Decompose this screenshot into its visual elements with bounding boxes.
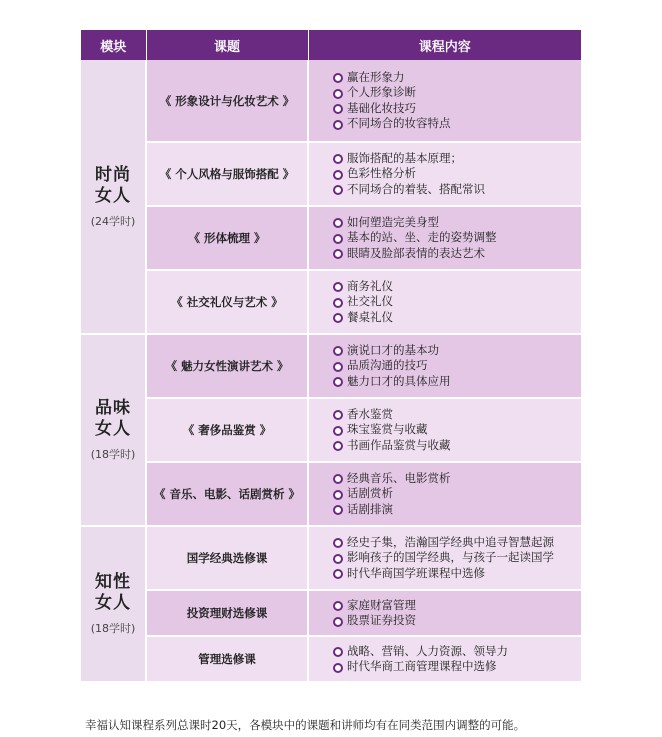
list-item [333,407,581,423]
circle-bullet-icon [333,362,343,372]
list-item [333,438,581,454]
circle-bullet-icon [333,185,343,195]
list-item-text: 话剧赏析 [347,486,393,501]
list-item [333,486,581,502]
content-list [333,279,581,326]
module-name-line1: 知性 [95,572,131,592]
circle-bullet-icon [333,490,343,500]
header-module: 模块 [81,30,146,60]
list-item-text: 时代华商国学班课程中选修 [347,565,485,580]
content-list [333,343,581,390]
content-list [333,70,581,132]
list-item-text: 赢在形象力 [347,69,405,84]
header-content: 课程内容 [308,30,581,60]
list-item [333,613,581,629]
circle-bullet-icon [333,154,343,164]
list-item-text: 社交礼仪 [347,294,393,309]
list-item-text: 商务礼仪 [347,278,393,293]
list-item [333,116,581,132]
content-cell [308,462,581,526]
circle-bullet-icon [333,170,343,180]
list-item-text: 色彩性格分析 [347,166,416,181]
topic-cell: 《 奢侈品鉴赏 》 [146,398,308,462]
circle-bullet-icon [333,441,343,451]
list-item-text: 家庭财富管理 [347,597,416,612]
list-item-text: 话剧排演 [347,501,393,516]
list-item-text: 股票证券投资 [347,613,416,627]
table-row [81,270,581,334]
list-item [333,644,581,660]
table-row [81,462,581,526]
course-table [81,30,581,683]
content-list [333,151,581,198]
header-topic: 课题 [146,30,308,60]
list-item [333,279,581,295]
circle-bullet-icon [333,73,343,83]
content-cell [308,270,581,334]
content-cell [308,60,581,142]
list-item-text: 品质沟通的技巧 [347,358,428,373]
circle-bullet-icon [333,377,343,387]
list-item-text: 香水鉴赏 [347,406,393,421]
list-item [333,246,581,262]
circle-bullet-icon [333,346,343,356]
circle-bullet-icon [333,554,343,564]
content-list [333,598,581,629]
list-item [333,343,581,359]
list-item-text: 眼睛及脸部表情的表达艺术 [347,245,485,260]
circle-bullet-icon [333,663,343,673]
module-name-line2: 女人 [95,419,131,439]
content-list [333,215,581,262]
content-cell [308,398,581,462]
list-item [333,550,581,566]
list-item-text: 影响孩子的国学经典，与孩子一起读国学 [347,550,554,565]
module-cell [81,334,146,526]
course-table-container [81,30,581,683]
list-item-text: 经史子集，浩瀚国学经典中追寻智慧起源 [347,534,554,549]
list-item [333,70,581,86]
list-item-text: 服饰搭配的基本原理； [347,150,462,165]
list-item-text: 个人形象诊断 [347,85,416,99]
table-header-row [81,30,581,60]
content-cell [308,142,581,206]
circle-bullet-icon [333,426,343,436]
circle-bullet-icon [333,538,343,548]
circle-bullet-icon [333,249,343,259]
module-hours: (24学时) [90,214,136,228]
circle-bullet-icon [333,89,343,99]
list-item-text: 基本的站、坐、走的姿势调整 [347,230,497,245]
list-item-text: 时代华商工商管理课程中选修 [347,659,497,673]
list-item [333,422,581,438]
list-item-text: 战略、营销、人力资源、领导力 [347,643,508,658]
table-row [81,142,581,206]
table-row [81,206,581,270]
list-item [333,358,581,374]
table-row [81,526,581,590]
list-item [333,215,581,231]
content-cell [308,636,581,682]
list-item [333,230,581,246]
list-item [333,659,581,675]
list-item [333,294,581,310]
content-list [333,407,581,454]
list-item-text: 基础化妆技巧 [347,100,416,115]
table-row [81,590,581,636]
content-list [333,535,581,582]
circle-bullet-icon [333,601,343,611]
circle-bullet-icon [333,505,343,515]
topic-cell: 《 社交礼仪与艺术 》 [146,270,308,334]
list-item [333,471,581,487]
list-item-text: 书画作品鉴赏与收藏 [347,437,451,452]
content-cell [308,526,581,590]
table-body [81,60,581,682]
content-cell [308,334,581,398]
module-name-line2: 女人 [95,593,131,613]
list-item-text: 珠宝鉴赏与收藏 [347,422,428,437]
circle-bullet-icon [333,282,343,292]
module-cell [81,60,146,334]
list-item-text: 魅力口才的具体应用 [347,373,451,388]
list-item-text: 不同场合的妆容特点 [347,116,451,130]
circle-bullet-icon [333,410,343,420]
topic-cell: 《 个人风格与服饰搭配 》 [146,142,308,206]
circle-bullet-icon [333,104,343,114]
content-cell [308,206,581,270]
list-item [333,85,581,101]
topic-cell: 《 形象设计与化妆艺术 》 [146,60,308,142]
topic-cell: 国学经典选修课 [146,526,308,590]
circle-bullet-icon [333,474,343,484]
list-item-text: 演说口才的基本功 [347,342,439,357]
list-item-text: 经典音乐、电影赏析 [347,470,451,485]
list-item [333,598,581,614]
list-item [333,535,581,551]
circle-bullet-icon [333,647,343,657]
table-row [81,398,581,462]
list-item [333,374,581,390]
footnote: 幸福认知课程系列总课时20天，各模块中的课题和讲师均有在同类范围内调整的可能。 [85,718,526,732]
topic-cell: 《 魅力女性演讲艺术 》 [146,334,308,398]
table-row [81,334,581,398]
list-item-text: 如何塑造完美身型 [347,214,439,229]
content-cell [308,590,581,636]
circle-bullet-icon [333,234,343,244]
topic-cell: 《 音乐、电影、话剧赏析 》 [146,462,308,526]
topic-cell: 投资理财选修课 [146,590,308,636]
table-row [81,60,581,142]
topic-cell: 《 形体梳理 》 [146,206,308,270]
topic-cell: 管理选修课 [146,636,308,682]
circle-bullet-icon [333,313,343,323]
module-cell [81,526,146,682]
module-name-line1: 品味 [95,398,131,418]
list-item [333,166,581,182]
circle-bullet-icon [333,120,343,130]
circle-bullet-icon [333,218,343,228]
table-row [81,636,581,682]
list-item-text: 餐桌礼仪 [347,309,393,324]
module-hours: (18学时) [90,622,136,635]
list-item [333,151,581,167]
list-item-text: 不同场合的着装、搭配常识 [347,181,485,196]
list-item [333,182,581,198]
list-item [333,566,581,582]
content-list [333,644,581,675]
list-item [333,310,581,326]
module-name-line1: 时尚 [95,164,131,185]
content-list [333,471,581,518]
circle-bullet-icon [333,298,343,308]
list-item [333,502,581,518]
list-item [333,101,581,117]
module-hours: (18学时) [90,448,136,461]
module-name-line2: 女人 [95,185,131,206]
circle-bullet-icon [333,569,343,579]
circle-bullet-icon [333,617,343,627]
